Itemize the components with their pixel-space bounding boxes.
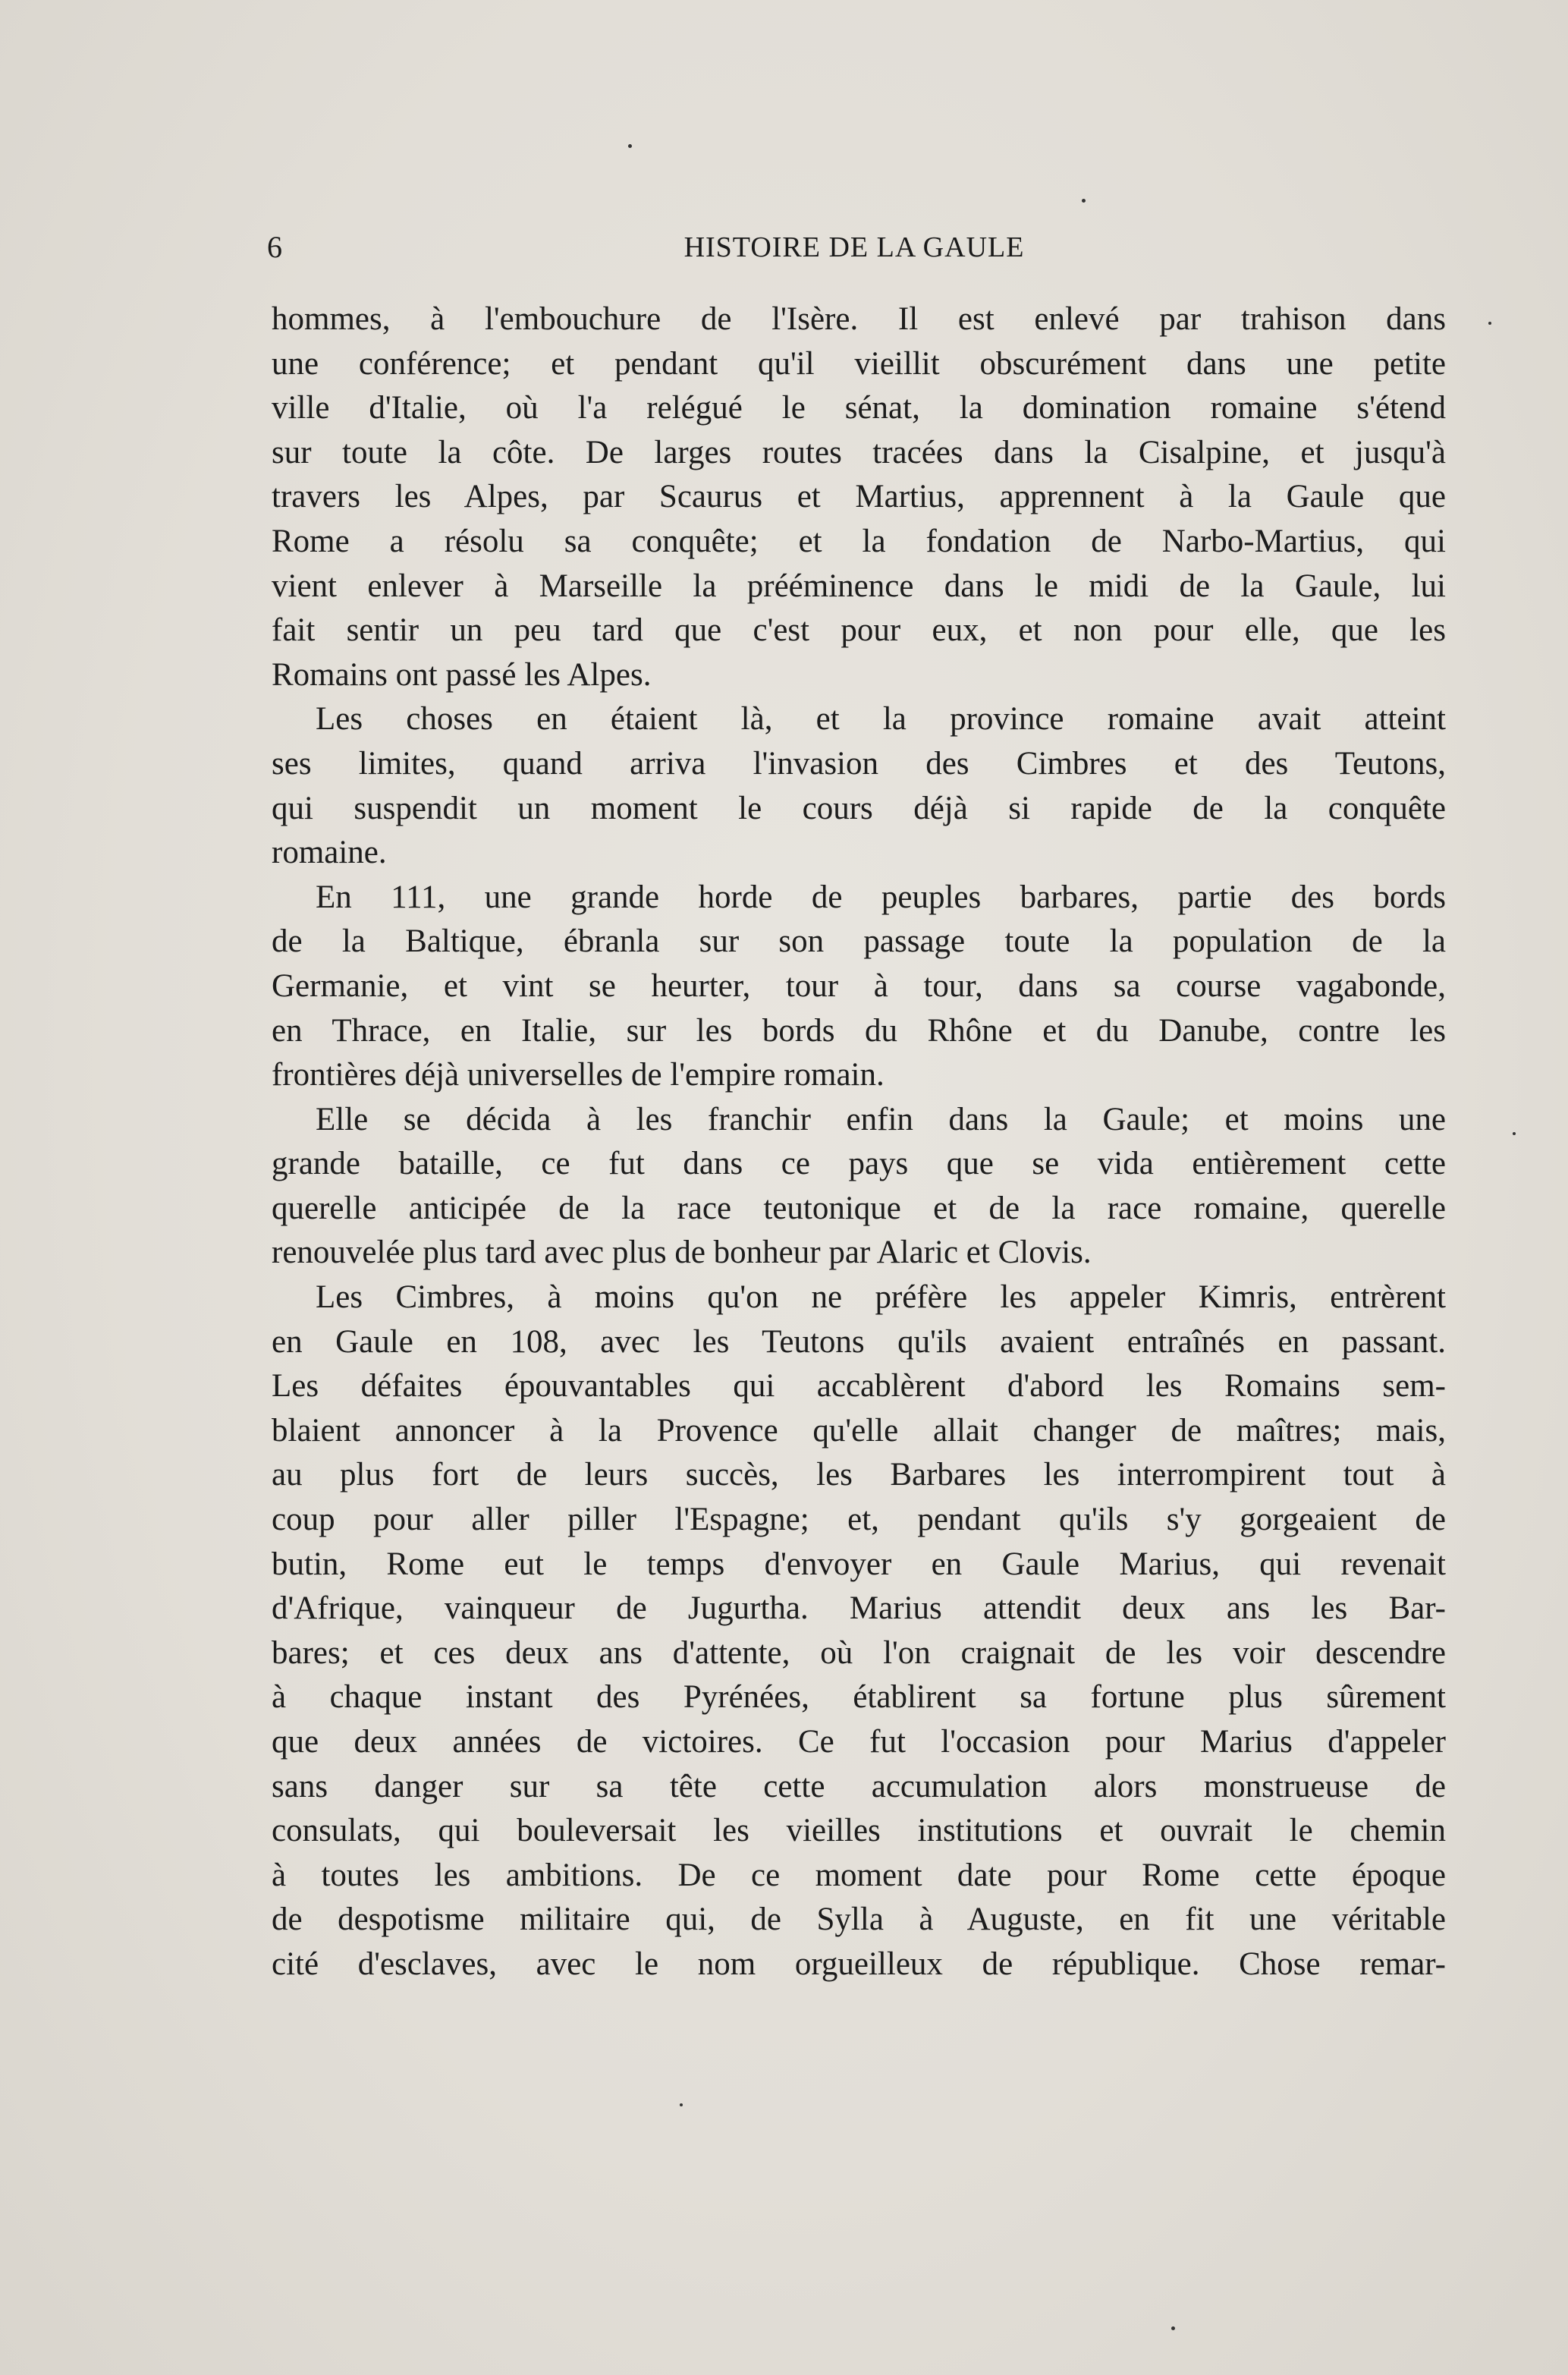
paragraph: [272, 1276, 1446, 1987]
text-line: ses limites, quand arriva l'invasion des Cimbres et des Teutons,: [272, 745, 1446, 782]
text-line: d'Afrique, vainqueur de Jugurtha. Marius attendit deux ans les Bar-: [272, 1590, 1446, 1627]
text-line: hommes, à l'embouchure de l'Isère. Il est enlevé par trahison dans: [272, 301, 1446, 337]
paragraph: [272, 297, 1446, 697]
paper-speck: [628, 144, 632, 148]
page-number: 6: [267, 230, 282, 264]
text-line: grande bataille, ce fut dans ce pays que se vida entièrement cette: [272, 1146, 1446, 1182]
text-line: à toutes les ambitions. De ce moment date pour Rome cette époque: [272, 1857, 1446, 1893]
text-line: romaine.: [272, 835, 387, 871]
paper-speck: [1082, 199, 1086, 203]
text-line: Elle se décida à les franchir enfin dans la Gaule; et moins une: [316, 1101, 1446, 1137]
text-line: en Thrace, en Italie, sur les bords du Rhône et du Danube, contre les: [272, 1012, 1446, 1049]
text-line: renouvelée plus tard avec plus de bonheur par Alaric et Clovis.: [272, 1235, 1092, 1271]
text-line: travers les Alpes, par Scaurus et Martius, apprennent à la Gaule que: [272, 479, 1446, 515]
paragraph: [272, 876, 1446, 1098]
text-line: au plus fort de leurs succès, les Barbares les interrompirent tout à: [272, 1457, 1446, 1493]
text-line: que deux années de victoires. Ce fut l'occasion pour Marius d'appeler: [272, 1724, 1446, 1760]
text-line: consulats, qui bouleversait les vieilles institutions et ouvrait le chemin: [272, 1813, 1446, 1849]
text-line: en Gaule en 108, avec les Teutons qu'ils avaient entraînés en passant.: [272, 1323, 1446, 1360]
text-line: Romains ont passé les Alpes.: [272, 656, 652, 693]
text-line: querelle anticipée de la race teutonique et de la race romaine, querelle: [272, 1190, 1446, 1226]
paragraph: [272, 1098, 1446, 1276]
paper-speck: [680, 2103, 683, 2106]
text-line: Les choses en étaient là, et la province romaine avait atteint: [316, 701, 1446, 738]
text-line: Rome a résolu sa conquête; et la fondation de Narbo-Martius, qui: [272, 523, 1446, 559]
text-line: de despotisme militaire qui, de Sylla à Auguste, en fit une véritable: [272, 1902, 1446, 1938]
text-line: une conférence; et pendant qu'il vieillit obscurément dans une petite: [272, 345, 1446, 382]
text-line: coup pour aller piller l'Espagne; et, pendant qu'ils s'y gorgeaient de: [272, 1502, 1446, 1538]
text-line: de la Baltique, ébranla sur son passage toute la population de la: [272, 923, 1446, 960]
text-line: fait sentir un peu tard que c'est pour eux, et non pour elle, que les: [272, 612, 1446, 649]
paragraph: [272, 697, 1446, 875]
text-line: frontières déjà universelles de l'empire romain.: [272, 1057, 885, 1093]
text-line: cité d'esclaves, avec le nom orgueilleux de république. Chose remar-: [272, 1946, 1446, 1982]
text-line: ville d'Italie, où l'a relégué le sénat, la domination romaine s'étend: [272, 390, 1446, 426]
text-line: vient enlever à Marseille la prééminence dans le midi de la Gaule, lui: [272, 568, 1446, 604]
text-line: à chaque instant des Pyrénées, établirent sa fortune plus sûrement: [272, 1679, 1446, 1716]
paper-speck: [1171, 2326, 1175, 2330]
text-line: qui suspendit un moment le cours déjà si rapide de la conquête: [272, 790, 1446, 826]
text-line: sans danger sur sa tête cette accumulation alors monstrueuse de: [272, 1768, 1446, 1804]
text-line: sur toute la côte. De larges routes tracées dans la Cisalpine, et jusqu'à: [272, 434, 1446, 470]
running-title: HISTOIRE DE LA GAULE: [683, 231, 1025, 263]
paper-speck: [1513, 1132, 1516, 1135]
text-line: Germanie, et vint se heurter, tour à tour, dans sa course vagabonde,: [272, 967, 1446, 1004]
text-line: En 111, une grande horde de peuples barbares, partie des bords: [316, 879, 1446, 915]
text-line: bares; et ces deux ans d'attente, où l'on craignait de les voir descendre: [272, 1634, 1446, 1671]
text-line: Les défaites épouvantables qui accablèrent d'abord les Romains sem-: [272, 1368, 1446, 1405]
text-line: butin, Rome eut le temps d'envoyer en Gaule Marius, qui revenait: [272, 1546, 1446, 1582]
body-text: [272, 297, 1446, 1987]
text-line: blaient annoncer à la Provence qu'elle allait changer de maîtres; mais,: [272, 1412, 1446, 1449]
text-line: Les Cimbres, à moins qu'on ne préfère les appeler Kimris, entrèrent: [316, 1279, 1446, 1316]
paper-speck: [1488, 322, 1491, 325]
page-header: [267, 225, 1441, 270]
